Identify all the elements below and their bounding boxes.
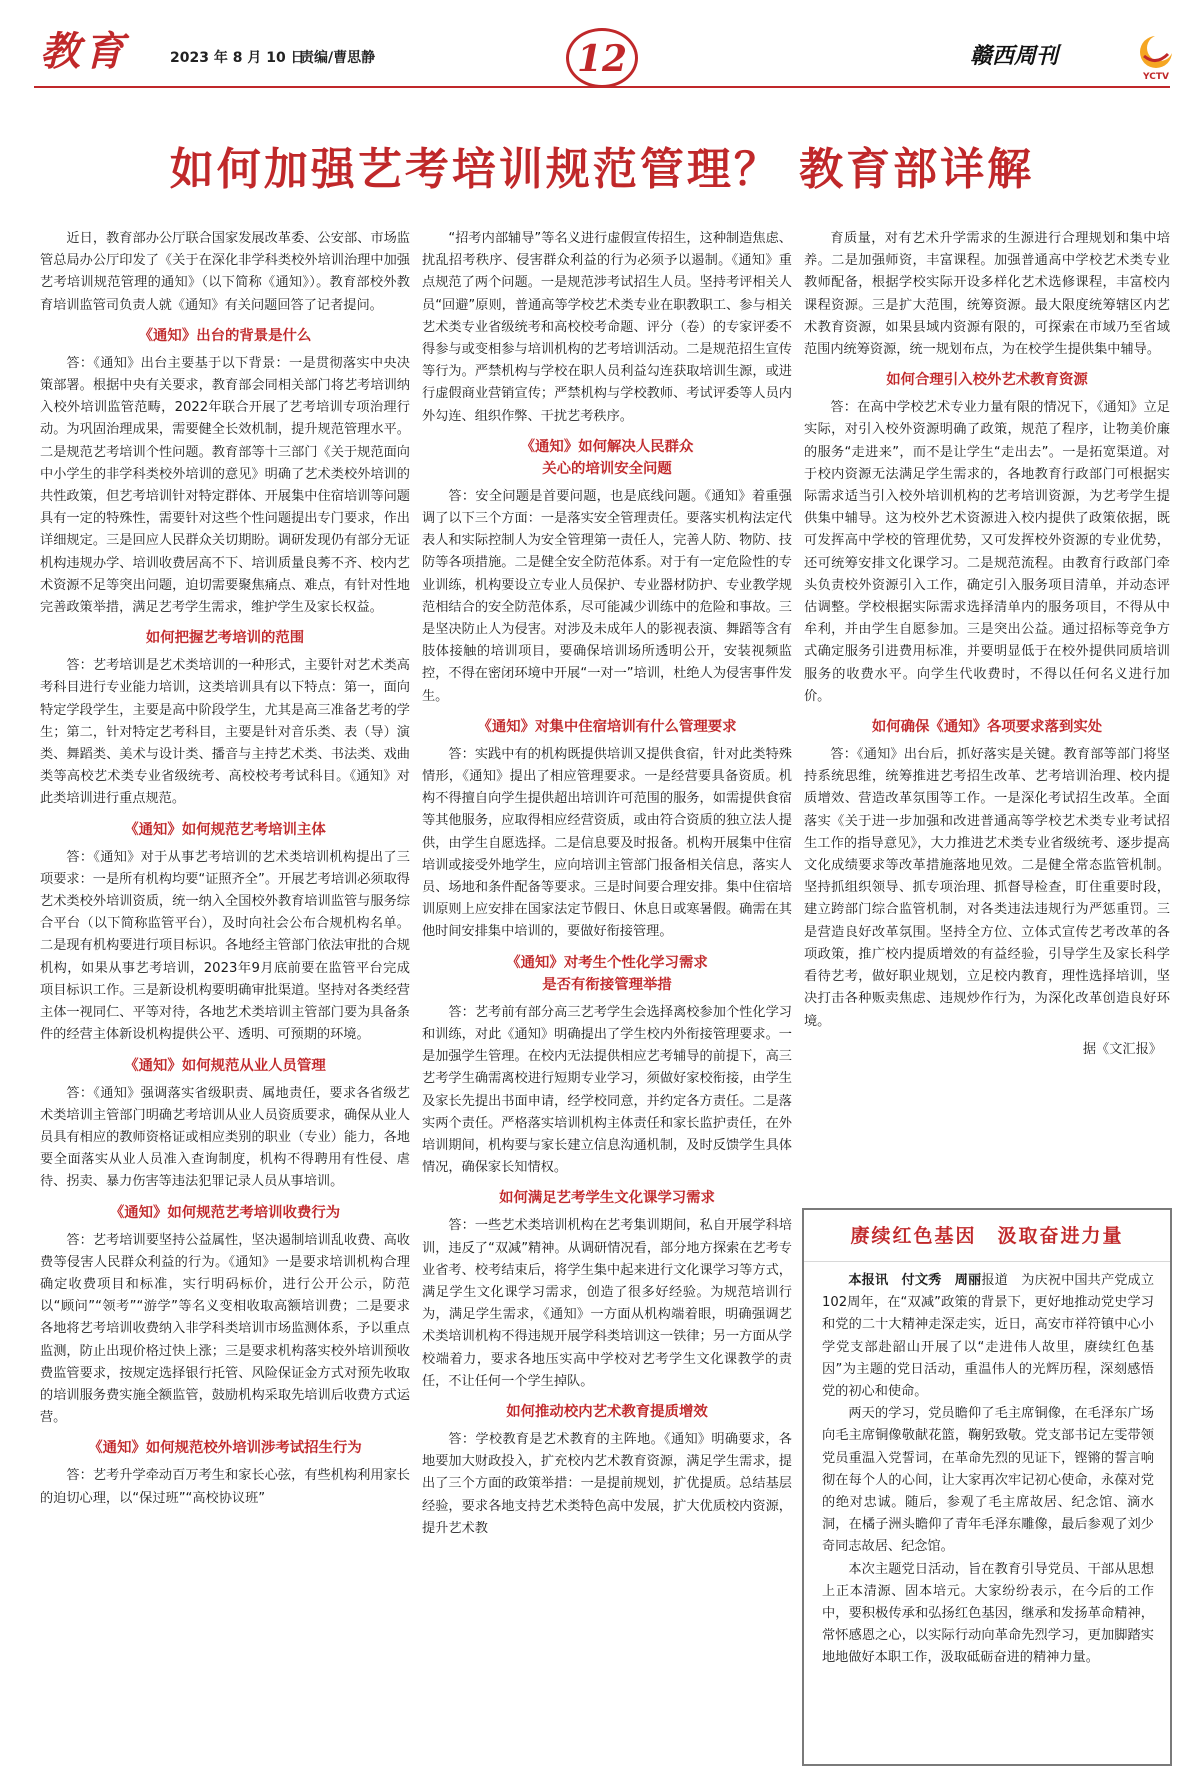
article-paragraph: “招考内部辅导”等名义进行虚假宣传招生，这种制造焦虑、扰乱招考秩序、侵害群众利益的行为必须予以遏制。《通知》重点规范了两个问题。一是规范涉考试招生人员。坚持考评相关人员“回避”原则，普通高等学校艺术类专业在职教职工、参与相关艺术类专业省级统考和高校校考命题、评分（卷）的专家评委不得参与或变相参与培训机构的艺考培训活动。二是规范招生宣传等行为。严禁机构与学校在职人员利益勾连获取培训生源，或进行虚假商业营销宣传；严禁机构与学校教师、考试评委等人员内外勾连、组织作弊、干扰艺考秩序。 — [422, 231, 792, 424]
subheading-line: 关心的培训安全问题 — [542, 460, 672, 477]
sidebar-paragraph: 两天的学习，党员瞻仰了毛主席铜像，在毛泽东广场向毛主席铜像敬献花篮，鞠躬致敬。党支部书记左雯带领党员重温入党誓词，在革命先烈的见证下，铿锵的誓言响彻在每个人的心间，让大家再次牢记初心使命，永葆对党的绝对忠诚。随后，参观了毛主席故居、纪念馆、滴水洞，在橘子洲头瞻仰了青年毛泽东雕像，最后参观了刘少奇同志故居、纪念馆。 — [822, 1406, 1154, 1555]
lead-paragraph: 近日，教育部办公厅联合国家发展改革委、公安部、市场监管总局办公厅印发了《关于在深化非学科类校外培训治理中加强艺考培训规范管理的通知》（以下简称《通知》）。教育部校外教育培训监管司负责人就《通知》有关问题回答了记者提问。 — [40, 231, 410, 313]
subheading: 如何把握艺考培训的范围 — [145, 630, 305, 647]
page-number: 12 — [576, 38, 628, 80]
subheading — [422, 436, 792, 480]
sidebar-paragraph-text: 报道 为庆祝中国共产党成立102周年，在“双减”政策的背景下，更好地推动党史学习和党的二十大精神走深走实，近日，高安市祥符镇中心小学党支部赴韶山开展了以“走进伟人故里，赓续红色基因”为主题的党日活动，重温伟人的光辉历程，深刻感悟党的初心和使命。 — [822, 1273, 1155, 1400]
subheading: 《通知》如何规范艺考培训收费行为 — [109, 1204, 341, 1221]
masthead-divider — [34, 86, 1170, 88]
sidebar-paragraph: 本次主题党日活动，旨在教育引导党员、干部从思想上正本清源、固本培元。大家纷纷表示，在今后的工作中，要积极传承和弘扬红色基因，继承和发扬革命精神，常怀感恩之心，以实际行动向革命先烈学习，更加脚踏实地地做好本职工作，汲取砥砺奋进的精神力量。 — [822, 1561, 1154, 1666]
sidebar-body — [804, 1262, 1170, 1670]
article-paragraph: 答：《通知》出台后，抓好落实是关键。教育部等部门将坚持系统思维，统筹推进艺考招生改革、艺考培训治理、校内提质增效、营造改革氛围等工作。一是深化考试招生改革。全面落实《关于进一步加强和改进普通高等学校艺术类专业考试招生工作的指导意见》，大力推进艺术类专业省级统考、逐步提高文化成绩要求等改革措施落地见效。二是健全常态监管机制。坚持抓组织领导、抓专项治理、抓督导检查，盯住重要时段，建立跨部门综合监管机制，对各类违法违规行为严惩重罚。三是营造良好改革氛围。坚持全方位、立体式宣传艺考改革的各项政策，推广校内提质增效的有益经验，引导学生及家长科学看待艺考，做好职业规划，立足校内教育，理性选择培训，坚决打击各种贩卖焦虑、违规炒作行为，为深化改革创造良好环境。 — [804, 747, 1170, 1029]
subheading: 如何确保《通知》各项要求落到实处 — [871, 719, 1103, 736]
tv-station-logo-icon — [1136, 32, 1176, 76]
paper-name: 赣西周刊 — [970, 43, 1059, 69]
subheading: 如何推动校内艺术教育提质增效 — [506, 1403, 708, 1420]
subheading-line: 《通知》对考生个性化学习需求 — [506, 954, 708, 971]
subheading: 《通知》如何规范校外培训涉考试招生行为 — [88, 1440, 362, 1457]
editor-credit: 责编/曹思静 — [300, 50, 376, 66]
subheading: 《通知》出台的背景是什么 — [138, 327, 312, 344]
sidebar-news-box — [802, 1208, 1172, 1766]
article-paragraph: 答：学校教育是艺术教育的主阵地。《通知》明确要求，各地要加大财政投入，扩充校内艺术教育资源，满足学生需求，提出了三个方面的政策举措：一是提前规划，扩优提质。总结基层经验，要求各地支持艺术类特色高中发展，扩大优质校内资源，提升艺术教 — [422, 1431, 792, 1536]
sidebar-title: 赓续红色基因 汲取奋进力量 — [804, 1210, 1170, 1262]
subheading-line: 是否有衔接管理举措 — [542, 976, 672, 993]
subheading: 《通知》如何规范从业人员管理 — [124, 1057, 326, 1074]
headline: 如何加强艺考培训规范管理？ 教育部详解 — [169, 144, 1035, 195]
article-column-3 — [804, 228, 1170, 1061]
article-paragraph: 答：《通知》强调落实省级职责、属地责任，要求各省级艺术类培训主管部门明确艺考培训从业人员资质要求，确保从业人员具有相应的教师资格证或相应类别的职业（专业）能力，各地要全面落实从业人员准入查询制度，机构不得聘用有性侵、虐待、拐卖、暴力伤害等违法犯罪记录人员从事培训。 — [40, 1085, 410, 1190]
article-paragraph: 答：《通知》对于从事艺考培训的艺术类培训机构提出了三项要求：一是所有机构均要“证照齐全”。开展艺考培训必须取得艺术类校外培训资质，统一纳入全国校外教育培训监管与服务综合平台（以下简称监管平台），及时向社会公布合规机构名单。二是现有机构要进行项目标识。各地经主管部门依法审批的合规机构，如果从事艺考培训，2023年9月底前要在监管平台完成项目标识工作。三是新设机构要明确审批渠道。坚持对各类经营主体一视同仁、平等对待，各地艺术类培训主管部门要为具备条件的经营主体新设机构提供公平、透明、可预期的环境。 — [40, 849, 410, 1043]
subheading: 如何满足艺考学生文化课学习需求 — [499, 1190, 715, 1207]
article-paragraph: 答：安全问题是首要问题，也是底线问题。《通知》着重强调了以下三个方面：一是落实安全管理责任。要落实机构法定代表人和实际控制人为安全管理第一责任人，完善人防、物防、技防等各项措施。二是健全安全防范体系。对于有一定危险性的专业训练，机构要设立专业人员保护、专业器材防护、专业教学规范相结合的安全防范体系，尽可能减少训练中的危险和事故。三是坚决防止人为侵害。对涉及未成年人的影视表演、舞蹈等含有肢体接触的培训项目，要确保培训场所透明公开，安装视频监控，不得在密闭环境中开展“一对一”培训，杜绝人为侵害事件发生。 — [422, 488, 792, 704]
article-paragraph: 育质量，对有艺术升学需求的生源进行合理规划和集中培养。二是加强师资，丰富课程。加强普通高中学校艺术类专业教师配备，根据学校实际开设多样化艺术选修课程，丰富校内课程资源。三是扩大范围，统筹资源。最大限度统筹辖区内艺术教育资源，如果县域内资源有限的，可探索在市域乃至省域范围内统筹资源，统一规划布点，为在校学生提供集中辅导。 — [804, 231, 1170, 358]
article-column-1 — [40, 228, 410, 1510]
issue-date: 2023 年 8 月 10 日 — [170, 50, 305, 66]
article-source: 据《文汇报》 — [1082, 1041, 1162, 1057]
subheading: 《通知》如何规范艺考培训主体 — [124, 821, 326, 838]
article-paragraph: 答：艺考升学牵动百万考生和家长心弦，有些机构利用家长的迫切心理，以“保过班”“高校协议班” — [40, 1468, 410, 1506]
article-paragraph: 答：艺考培训要坚持公益属性，坚决遏制培训乱收费、高收费等侵害人民群众利益的行为。《通知》一是要求培训机构合理确定收费项目和标准，实行明码标价，进行公开公示，防范以“顾问”“领考”“游学”等名义变相收取高额培训费；二是要求各地将艺考培训收费纳入非学科类培训市场监测体系，予以重点监测，防止出现价格过快上涨；三是要求机构落实校外培训预收费监管要求，按规定选择银行托管、风险保证金方式对预先收取的培训服务费实施全额监管，鼓励机构采取先培训后收费方式运营。 — [40, 1232, 410, 1426]
article-paragraph: 答：一些艺术类培训机构在艺考集训期间，私自开展学科培训，违反了“双减”精神。从调研情况看，部分地方探索在艺考专业省考、校考结束后，将学生集中起来进行文化课学习等方式，满足学生文化课学习需求，创造了很多好经验。为规范培训行为，满足学生需求，《通知》一方面从机构端着眼，明确强调艺术类培训机构不得违规开展学科类培训这一铁律；另一方面从学校端着力，要求各地压实高中学校对艺考学生文化课教学的责任，不让任何一个学生掉队。 — [422, 1218, 792, 1389]
masthead — [0, 0, 1203, 96]
article-paragraph: 答：在高中学校艺术专业力量有限的情况下，《通知》立足实际，对引入校外资源明确了政策，规范了程序，让物美价廉的服务“走进来”，而不是让学生“走出去”。一是拓宽渠道。对于校内资源无法满足学生需求的，各地教育行政部门可根据实际需求适当引入校外培训机构的艺考培训资源，为艺考学生提供集中辅导。这为校外艺术资源进入校内提供了政策依据，既可发挥高中学校的管理优势，又可发挥校外资源的专业优势，还可统筹安排文化课学习。二是规范流程。由教育行政部门牵头负责校外资源引入工作，确定引入服务项目清单，并动态评估调整。学校根据实际需求选择清单内的服务项目，不得从中牟利，并由学生自愿参加。三是突出公益。通过招标等竞争方式确定服务引进费用标准，并要明显低于在校外提供同质培训服务的收费水平。向学生代收费时，不得以任何名义进行加价。 — [804, 400, 1170, 704]
section-name: 教育 — [40, 28, 128, 75]
article-paragraph: 答：艺考前有部分高三艺考学生会选择离校参加个性化学习和训练，对此《通知》明确提出了学生校内外衔接管理要求。一是加强学生管理。在校内无法提供相应艺考辅导的前提下，高三艺考学生确需离校进行短期专业学习，须做好家校衔接，由学生及家长先提出书面申请，经学校同意，并约定各方责任。二是落实两个责任。严格落实培训机构主体责任和家长监护责任，在外培训期间，机构要与家长建立信息沟通机制，及时反馈学生具体情况，确保家长知情权。 — [422, 1004, 792, 1176]
tv-logo-label: YCTV — [1143, 72, 1169, 82]
article-paragraph: 答：实践中有的机构既提供培训又提供食宿，针对此类特殊情形，《通知》提出了相应管理要求。一是经营要具备资质。机构不得擅自向学生提供超出培训许可范围的服务，如需提供食宿等其他服务，应取得相应经营资质，或由符合资质的独立法人提供，由学生自愿选择。二是信息要及时报备。机构开展集中住宿培训或接受外地学生，应向培训主管部门报备相关信息，落实人员、场地和条件配备等要求。三是时间要合理安排。集中住宿培训原则上应安排在国家法定节假日、休息日或寒暑假。确需在其他时间安排集中培训的，要做好衔接管理。 — [422, 746, 792, 940]
subheading — [422, 952, 792, 996]
subheading: 如何合理引入校外艺术教育资源 — [886, 372, 1088, 389]
subheading-line: 《通知》如何解决人民群众 — [520, 438, 694, 455]
article-column-2 — [422, 228, 792, 1540]
page-number-badge — [566, 28, 638, 88]
article-paragraph: 答：艺考培训是艺术类培训的一种形式，主要针对艺术类高考科目进行专业能力培训，这类培训具有以下特点：第一，面向特定学段学生，主要是高中阶段学生，尤其是高三准备艺考的学生；第二，针对特定艺考科目，主要是针对音乐类、表（导）演类、舞蹈类、美术与设计类、播音与主持艺术类、书法类、戏曲类等高校艺术类专业省级统考、高校校考考试科目。《通知》对此类培训进行重点规范。 — [40, 658, 410, 807]
sidebar-paragraph — [822, 1270, 1154, 1403]
article-paragraph: 答：《通知》出台主要基于以下背景：一是贯彻落实中央决策部署。根据中央有关要求，教育部会同相关部门将艺考培训纳入校外培训监管范畴，2022年联合开展了艺考培训专项治理行动。为巩固治理成果，需要健全长效机制，提升规范管理水平。二是规范艺考培训个性问题。教育部等十三部门《关于规范面向中小学生的非学科类校外培训的意见》明确了艺术类校外培训的共性政策，但艺考培训针对特定群体、开展集中住宿培训等问题具有一定的特殊性，需要针对这些个性问题提出专门要求，作出详细规定。三是回应人民群众关切期盼。调研发现仍有部分无证机构违规办学、培训收费居高不下、培训质量良莠不齐、校内艺术资源不足等突出问题，迫切需要聚焦痛点、难点，有针对性地完善政策举措，满足艺考学生需求，维护学生及家长权益。 — [40, 355, 410, 616]
subheading: 《通知》对集中住宿培训有什么管理要求 — [477, 718, 737, 735]
sidebar-byline: 本报讯 付文秀 周丽 — [848, 1273, 982, 1288]
